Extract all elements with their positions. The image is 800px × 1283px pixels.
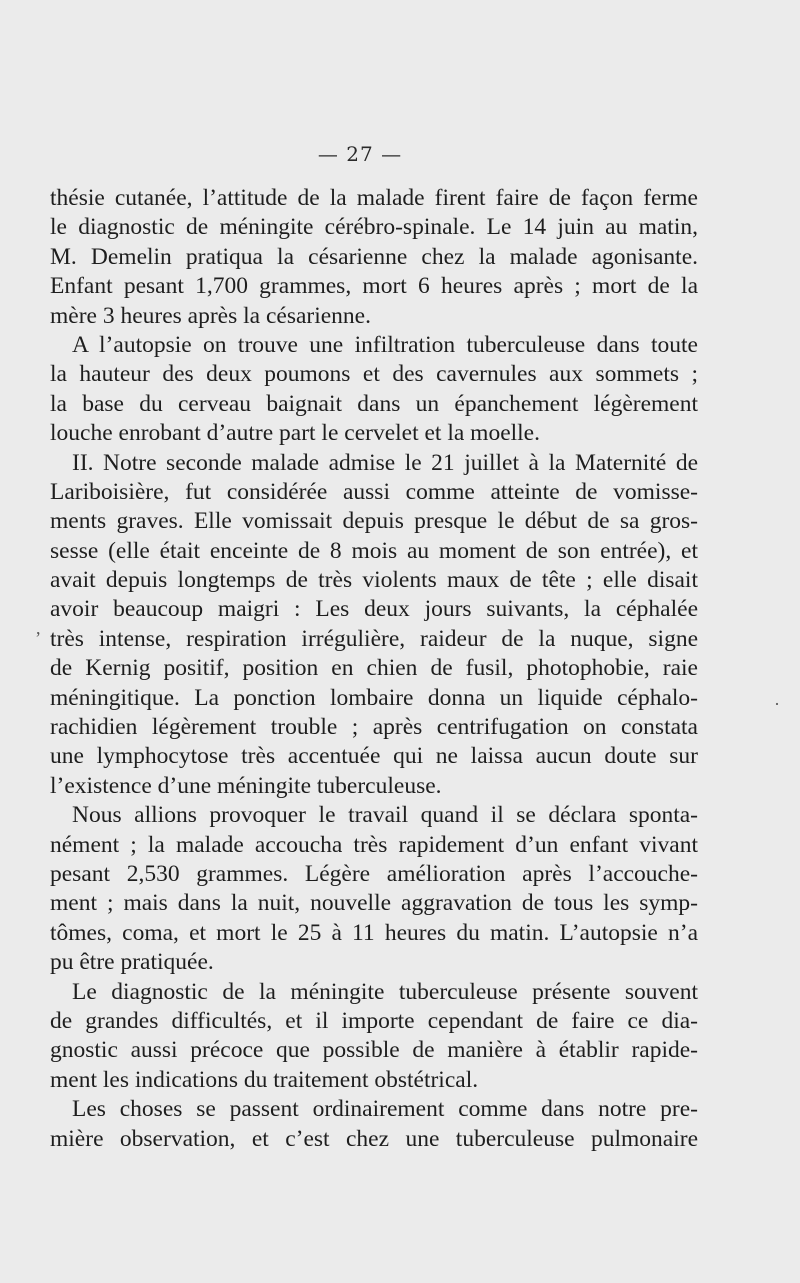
text-line: rachidien légèrement trouble ; après centrifugation on constata [50, 714, 698, 741]
text-line: M. Demelin pratiqua la césarienne chez la malade agonisante. [50, 243, 698, 270]
text-line: le diagnostic de méningite cérébro-spinale. Le 14 juin au matin, [50, 214, 698, 241]
text-line: avoir beaucoup maigri : Les deux jours suivants, la céphalée [50, 596, 698, 623]
text-line: très intense, respiration irrégulière, raideur de la nuque, signe [50, 625, 698, 652]
text-line: la hauteur des deux poumons et des cavernules aux sommets ; [50, 361, 698, 388]
body-text [50, 184, 698, 1154]
text-line: sesse (elle était enceinte de 8 mois au moment de son entrée), et [50, 537, 698, 564]
text-line: II. Notre seconde malade admise le 21 juillet à la Maternité de [72, 449, 698, 476]
text-line: pesant 2,530 grammes. Légère amélioration après l’accouche- [50, 860, 698, 887]
text-line: pu être pratiquée. [50, 949, 214, 976]
text-line: Nous allions provoquer le travail quand il se déclara sponta- [72, 802, 698, 829]
text-line: louche enrobant d’autre part le cervelet et la moelle. [50, 420, 540, 447]
margin-tick-mark: , [36, 618, 41, 638]
text-line: nément ; la malade accoucha très rapidement d’un enfant vivant [50, 831, 698, 858]
text-line: la base du cerveau baignait dans un épanchement légèrement [50, 390, 698, 417]
text-line: thésie cutanée, l’attitude de la malade firent faire de façon ferme [50, 185, 698, 211]
text-line: ment les indications du traitement obstétrical. [50, 1066, 479, 1093]
text-line: gnostic aussi précoce que possible de manière à établir rapide- [50, 1037, 698, 1064]
text-line: de grandes difficultés, et il importe cependant de faire ce dia- [50, 1007, 698, 1034]
text-line: Enfant pesant 1,700 grammes, mort 6 heures après ; mort de la [50, 273, 698, 300]
text-line: A l’autopsie on trouve une infiltration tuberculeuse dans toute [72, 331, 698, 358]
text-line: mière observation, et c’est chez une tuberculeuse pulmonaire [50, 1125, 698, 1152]
text-line: Les choses se passent ordinairement comme dans notre pre- [72, 1096, 698, 1123]
text-line: Lariboisière, fut considérée aussi comme atteinte de vomisse- [50, 478, 698, 505]
text-line: l’existence d’une méningite tuberculeuse. [50, 772, 442, 799]
text-line: ments graves. Elle vomissait depuis presque le début de sa gros- [50, 508, 698, 535]
text-line: ment ; mais dans la nuit, nouvelle aggravation de tous les symp- [50, 890, 698, 917]
text-line: méningitique. La ponction lombaire donna un liquide céphalo- [50, 684, 698, 711]
text-line: de Kernig positif, position en chien de fusil, photophobie, raie [50, 655, 698, 682]
text-line: une lymphocytose très accentuée qui ne laissa aucun doute sur [50, 743, 698, 770]
text-line: tômes, coma, et mort le 25 à 11 heures du matin. L’autopsie n’a [50, 919, 698, 946]
margin-dot-mark: · [774, 694, 780, 714]
text-line: avait depuis longtemps de très violents maux de tête ; elle disait [50, 567, 698, 594]
page-number: — 27 — [317, 142, 403, 166]
text-line: mère 3 heures après la césarienne. [50, 302, 371, 329]
text-line: Le diagnostic de la méningite tuberculeuse présente souvent [72, 978, 698, 1005]
